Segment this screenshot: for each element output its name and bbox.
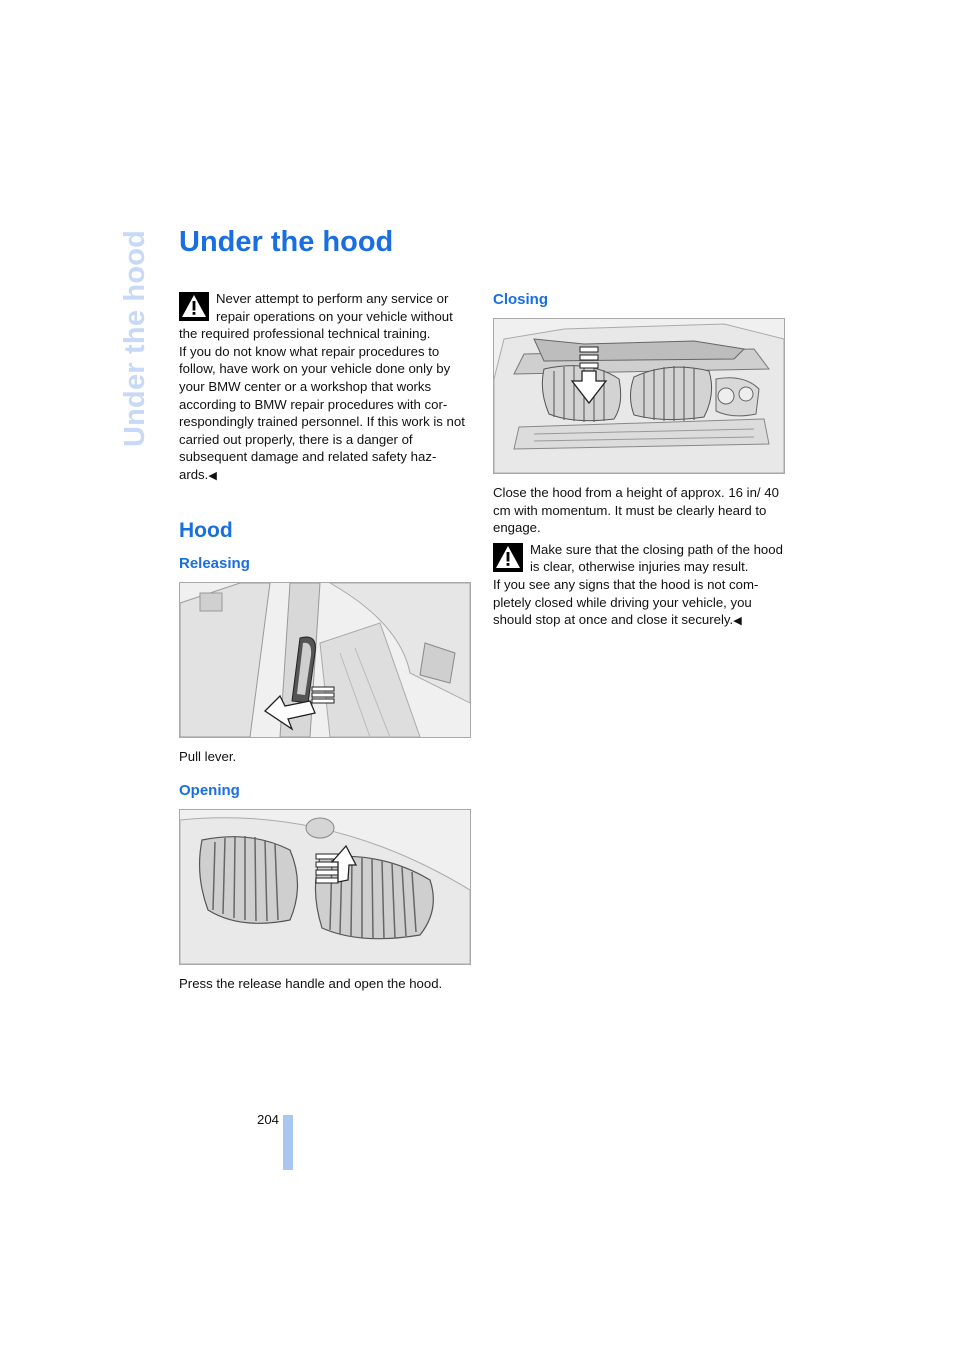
warning-triangle-icon	[179, 292, 209, 321]
illustration-release-handle	[179, 809, 471, 965]
warning-text-service: Never attempt to perform any service or repair operations on your vehicle without the required professional technical training.	[179, 291, 453, 342]
page-number: 204	[256, 1112, 279, 1127]
end-mark: ◀	[208, 469, 217, 482]
subheading-opening: Opening	[179, 782, 240, 800]
page-title: Under the hood	[179, 226, 394, 258]
right-column	[493, 290, 785, 631]
caption-press-release: Press the release handle and open the hood.	[179, 976, 443, 992]
illustration-closing-hood	[493, 318, 785, 474]
subheading-releasing: Releasing	[179, 554, 250, 572]
warning-text-not-closed: If you see any signs that the hood is not com-pletely closed while driving your vehicle, you should stop at once and close it securely.	[493, 576, 759, 628]
illustration-release-lever	[179, 582, 471, 738]
warning-block-closing	[493, 541, 785, 631]
section-heading-hood: Hood	[179, 518, 233, 542]
subheading-closing: Closing	[493, 291, 548, 308]
warning-block-service	[179, 290, 471, 486]
caption-pull-lever: Pull lever.	[179, 748, 237, 764]
page-edge-marker	[283, 1115, 293, 1170]
side-section-title: Under the hood	[119, 230, 151, 448]
warning-triangle-icon	[493, 543, 523, 572]
closing-text: Close the hood from a height of approx. 16 in/ 40 cm with momentum. It must be clearly heard to engage.	[493, 485, 779, 536]
left-column	[179, 290, 471, 1009]
warning-text-closing-path: Make sure that the closing path of the hood is clear, otherwise injuries may result.	[530, 541, 783, 575]
end-mark: ◀	[733, 615, 742, 628]
warning-text-repair: If you do not know what repair procedures to follow, have work on your vehicle done only by your BMW center or a workshop that works according to BMW repair procedures with cor-respondingly trained personnel. If this work is not carried out properly, there is a danger of subsequent damage and related safety haz-ards.	[179, 343, 465, 482]
